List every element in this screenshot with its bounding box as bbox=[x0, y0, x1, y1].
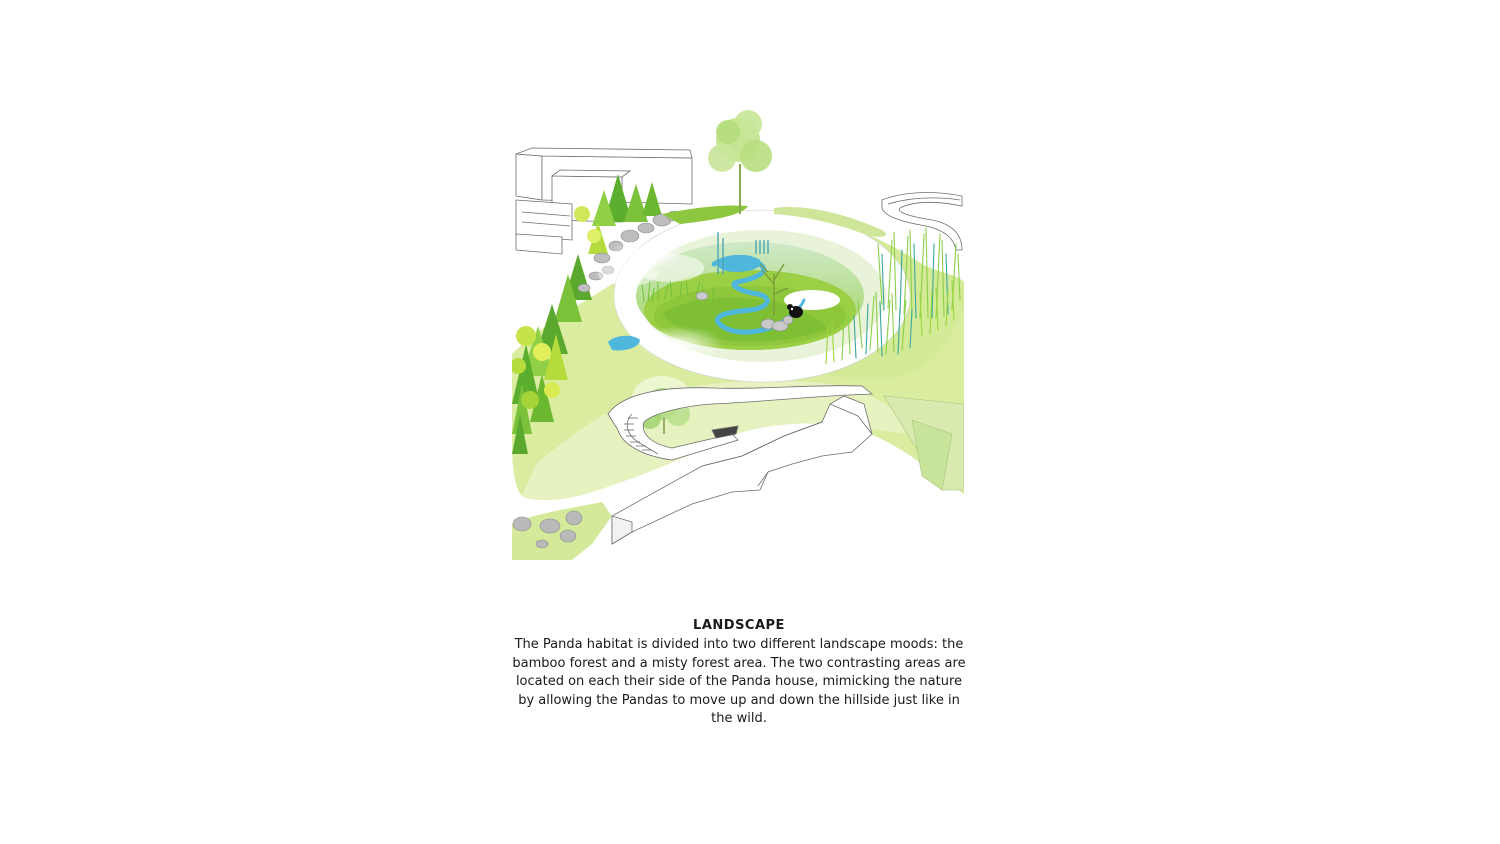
caption bbox=[508, 617, 970, 729]
caption-title: LANDSCAPE bbox=[693, 618, 785, 633]
bottom-left-ground bbox=[512, 502, 612, 560]
deciduous-tree-top bbox=[708, 110, 772, 214]
caption-body: The Panda habitat is divided into two different landscape moods: the bamboo forest and a misty forest area. The two contrasting areas are located on each their side of the Panda house, mimicking the nature by allowing the Pandas to move up and down the hillside just like in the wild. bbox=[512, 637, 966, 727]
landscape-illustration bbox=[512, 104, 964, 560]
